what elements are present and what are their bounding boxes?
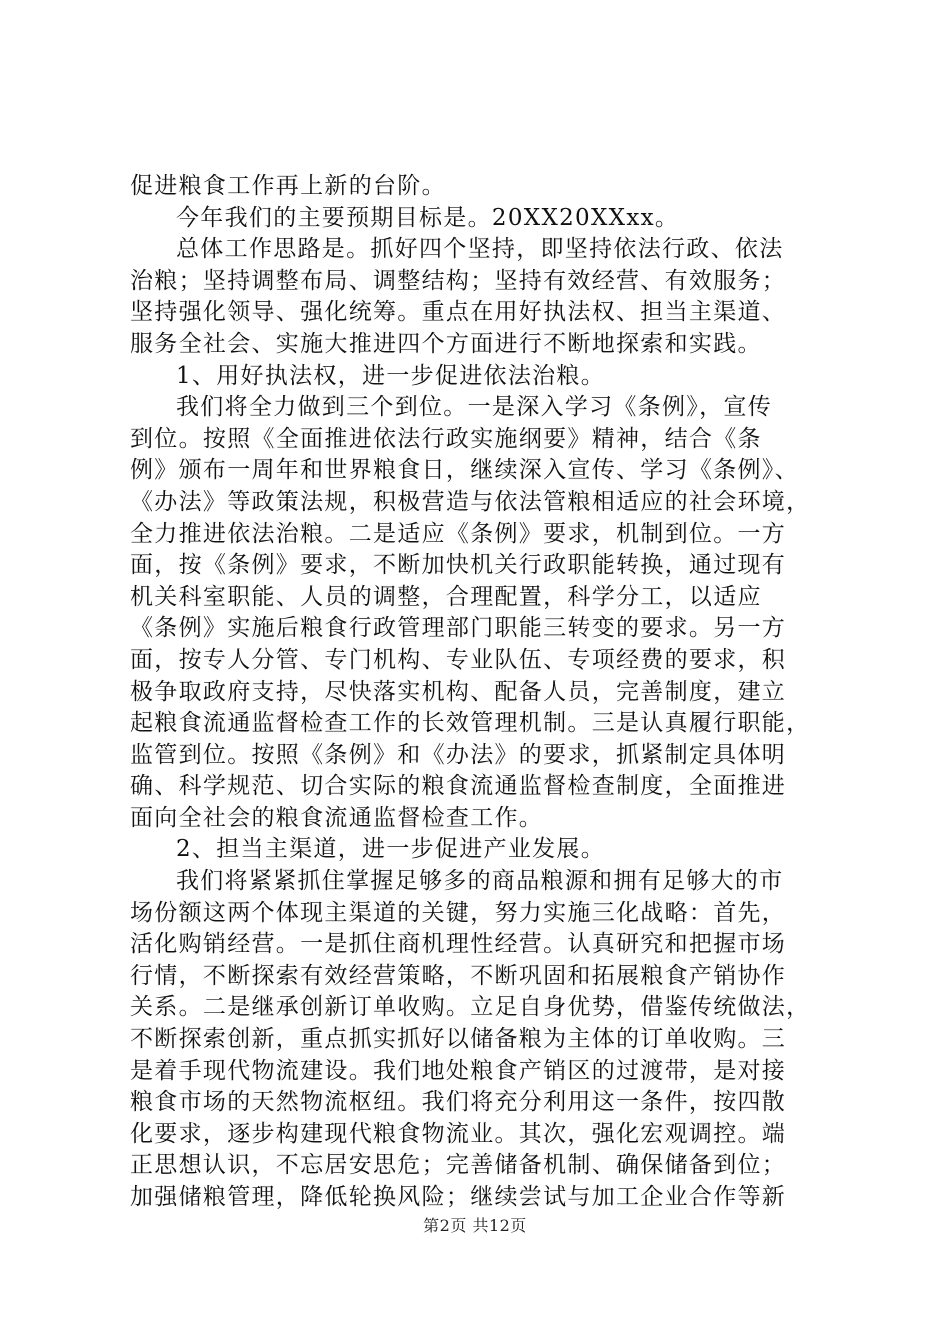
text-line: 关系。二是继承创新订单收购。立足自身优势，借鉴传统做法， xyxy=(130,994,811,1021)
text-line: 治粮；坚持调整布局、调整结构；坚持有效经营、有效服务； xyxy=(130,267,787,294)
text-line: 场份额这两个体现主渠道的关键，努力实施三化战略：首先， xyxy=(130,899,787,926)
text-line: 我们将全力做到三个到位。一是深入学习《条例》，宣传 xyxy=(176,394,772,421)
text-line: 行情，不断探索有效经营策略，不断巩固和拓展粮食产销协作 xyxy=(130,962,787,989)
text-line: 化要求，逐步构建现代粮食物流业。其次，强化宏观调控。端 xyxy=(130,1120,787,1147)
text-line: 起粮食流通监督检查工作的长效管理机制。三是认真履行职能， xyxy=(130,710,811,737)
text-line: 极争取政府支持，尽快落实机构、配备人员，完善制度，建立 xyxy=(130,678,787,705)
text-line: 2、担当主渠道，进一步促进产业发展。 xyxy=(176,836,606,863)
text-line: 坚持强化领导、强化统筹。重点在用好执法权、担当主渠道、 xyxy=(130,299,787,326)
text-line: 促进粮食工作再上新的台阶。 xyxy=(130,173,446,199)
text-line: 《办法》等政策法规，积极营造与依法管粮相适应的社会环境， xyxy=(130,488,811,515)
document-body xyxy=(130,171,830,1214)
text-line: 不断探索创新，重点抓实抓好以储备粮为主体的订单收购。三 xyxy=(130,1026,787,1053)
text-line: 确、科学规范、切合实际的粮食流通监督检查制度，全面推进 xyxy=(130,773,787,800)
text-line: 总体工作思路是。抓好四个坚持，即坚持依法行政、依法 xyxy=(176,236,784,263)
text-line: 服务全社会、实施大推进四个方面进行不断地探索和实践。 xyxy=(130,330,762,357)
text-line: 面向全社会的粮食流通监督检查工作。 xyxy=(130,804,544,831)
text-line: 我们将紧紧抓住掌握足够多的商品粮源和拥有足够大的市 xyxy=(176,868,784,895)
text-line: 活化购销经营。一是抓住商机理性经营。认真研究和把握市场 xyxy=(130,931,787,958)
text-line: 全力推进依法治粮。二是适应《条例》要求，机制到位。一方 xyxy=(130,520,787,547)
text-line: 《条例》实施后粮食行政管理部门职能三转变的要求。另一方 xyxy=(130,615,787,642)
text-line: 机关科室职能、人员的调整，合理配置，科学分工，以适应 xyxy=(130,583,762,610)
text-line: 是着手现代物流建设。我们地处粮食产销区的过渡带，是对接 xyxy=(130,1057,787,1084)
text-line: 正思想认识，不忘居安思危；完善储备机制、确保储备到位； xyxy=(130,1152,787,1179)
text-line: 今年我们的主要预期目标是。20XX20XXxx。 xyxy=(176,204,680,231)
text-line: 1、用好执法权，进一步促进依法治粮。 xyxy=(176,362,606,389)
text-line: 面，按专人分管、专门机构、专业队伍、专项经费的要求，积 xyxy=(130,646,787,673)
text-line: 加强储粮管理，降低轮换风险；继续尝试与加工企业合作等新 xyxy=(130,1184,787,1210)
text-line: 监管到位。按照《条例》和《办法》的要求，抓紧制定具体明 xyxy=(130,741,787,768)
text-line: 面，按《条例》要求，不断加快机关行政职能转换，通过现有 xyxy=(130,552,787,579)
text-line: 粮食市场的天然物流枢纽。我们将充分利用这一条件，按四散 xyxy=(130,1089,787,1116)
text-line: 到位。按照《全面推进依法行政实施纲要》精神，结合《条 xyxy=(130,425,762,452)
text-line: 例》颁布一周年和世界粮食日，继续深入宣传、学习《条例》、 xyxy=(130,457,799,484)
page-footer: 第2页 共12页 xyxy=(423,1216,527,1235)
